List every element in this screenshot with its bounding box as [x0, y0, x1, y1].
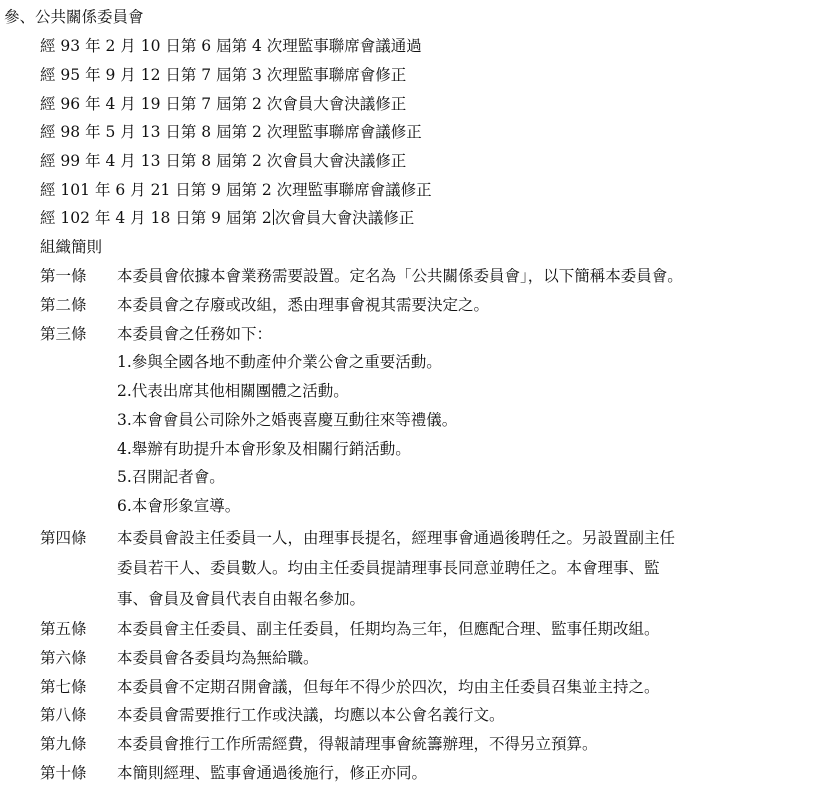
- article-4-number: 第四條: [40, 529, 87, 547]
- article-4-text-line-1: 本委員會設主任委員一人，由理事長提名，經理事會通過後聘任之。另設置副主任: [117, 529, 676, 547]
- article-3-item-1: 1.參與全國各地不動產仲介業公會之重要活動。: [117, 353, 442, 371]
- article-3-item-6: 6.本會形象宣導。: [117, 497, 241, 515]
- article-8-number: 第八條: [40, 706, 87, 724]
- article-9-text: 本委員會推行工作所需經費，得報請理事會統籌辦理，不得另立預算。: [117, 735, 598, 753]
- history-line-6: 經 101 年 6 月 21 日第 9 屆第 2 次理監事聯席會議修正: [40, 181, 432, 199]
- article-6-text: 本委員會各委員均為無給職。: [117, 649, 319, 667]
- history-line-1: 經 93 年 2 月 10 日第 6 屆第 4 次理監事聯席會議通過: [40, 37, 422, 55]
- article-5-number: 第五條: [40, 620, 87, 638]
- article-4-text-line-3: 事、會員及會員代表自由報名參加。: [117, 590, 366, 608]
- section-heading: 參、公共關係委員會: [4, 8, 144, 26]
- article-3-number: 第三條: [40, 325, 87, 343]
- article-2-number: 第二條: [40, 296, 87, 314]
- article-7-number: 第七條: [40, 678, 87, 696]
- history-line-7-start: 經 102 年 4 月 18 日第 9 屆第 2: [40, 209, 272, 227]
- article-8-text: 本委員會需要推行工作或決議，均應以本公會名義行文。: [117, 706, 505, 724]
- article-3-item-5: 5.召開記者會。: [117, 468, 225, 486]
- article-3-item-3: 3.本會會員公司除外之婚喪喜慶互動往來等禮儀。: [117, 411, 458, 429]
- article-9-number: 第九條: [40, 735, 87, 753]
- article-6-number: 第六條: [40, 649, 87, 667]
- article-1-number: 第一條: [40, 267, 87, 285]
- history-line-3: 經 96 年 4 月 19 日第 7 屆第 2 次會員大會決議修正: [40, 95, 407, 113]
- history-line-4: 經 98 年 5 月 13 日第 8 屆第 2 次理監事聯席會議修正: [40, 123, 422, 141]
- article-2-text: 本委員會之存廢或改組，悉由理事會視其需要決定之。: [117, 296, 490, 314]
- history-line-7-end: 次會員大會決議修正: [274, 209, 415, 227]
- article-10-number: 第十條: [40, 764, 87, 782]
- history-line-2: 經 95 年 9 月 12 日第 7 屆第 3 次理監事聯席會修正: [40, 66, 407, 84]
- article-4-text-line-2: 委員若干人、委員數人。均由主任委員提請理事長同意並聘任之。本會理事、監: [117, 559, 660, 577]
- subtitle: 組織簡則: [40, 238, 103, 256]
- text-cursor: [273, 209, 274, 225]
- history-line-5: 經 99 年 4 月 13 日第 8 屆第 2 次會員大會決議修正: [40, 152, 407, 170]
- article-5-text: 本委員會主任委員、副主任委員，任期均為三年，但應配合理、監事任期改組。: [117, 620, 660, 638]
- article-3-item-4: 4.舉辦有助提升本會形象及相關行銷活動。: [117, 440, 411, 458]
- article-10-text: 本簡則經理、監事會通過後施行，修正亦同。: [117, 764, 428, 782]
- article-1-text: 本委員會依據本會業務需要設置。定名為「公共關係委員會」，以下簡稱本委員會。: [117, 267, 683, 285]
- article-3-text: 本委員會之任務如下：: [117, 325, 273, 343]
- article-7-text: 本委員會不定期召開會議，但每年不得少於四次，均由主任委員召集並主持之。: [117, 678, 660, 696]
- article-3-item-2: 2.代表出席其他相關團體之活動。: [117, 382, 349, 400]
- history-line-7[interactable]: [40, 208, 414, 228]
